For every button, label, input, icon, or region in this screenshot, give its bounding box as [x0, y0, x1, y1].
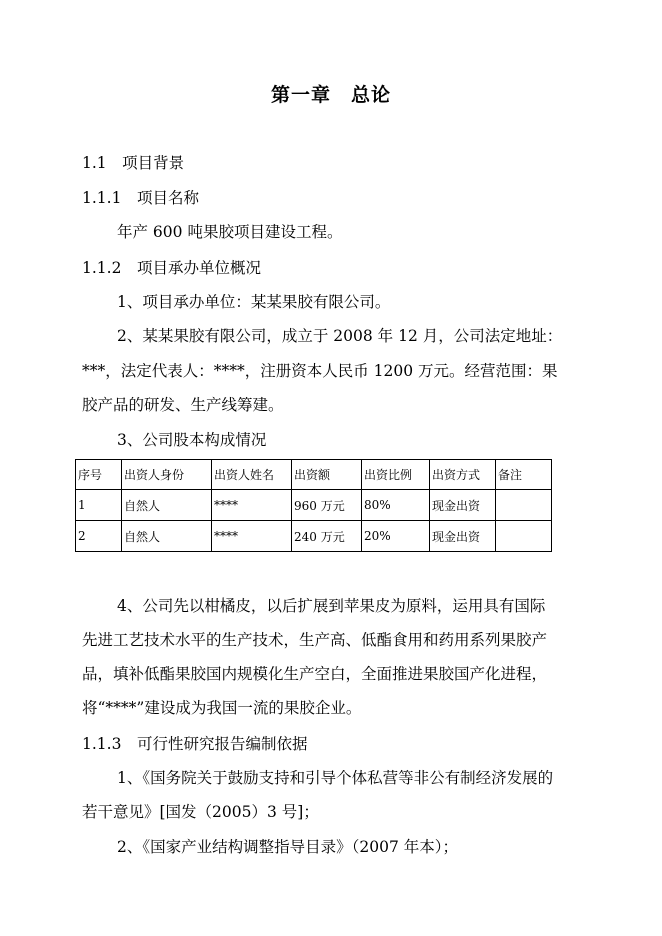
table-cell: 1	[76, 490, 122, 521]
table-row	[76, 490, 552, 521]
table-cell: 80%	[362, 490, 430, 521]
header-cell: 出资人姓名	[212, 460, 292, 490]
header-cell: 出资比例	[362, 460, 430, 490]
section-heading-1-1: 1.1 项目背景	[82, 154, 185, 172]
table-cell: 240 万元	[292, 521, 362, 552]
item-2-line-1: 2、某某果胶有限公司，成立于 2008 年 12 月，公司法定地址：	[117, 327, 563, 345]
header-cell: 出资人身份	[122, 460, 212, 490]
chapter-title: 第一章 总论	[270, 84, 391, 106]
basis-2-text: 2、《国家产业结构调整指导目录》（2007 年本）；	[117, 838, 458, 856]
item-4-line-1: 4、公司先以柑橘皮，以后扩展到苹果皮为原料，运用具有国际	[117, 597, 546, 615]
table-cell: 自然人	[122, 521, 212, 552]
item-4-line-3: 品，填补低酯果胶国内规模化生产空白，全面推进果胶国产化进程，	[82, 665, 548, 683]
table-header-row	[76, 460, 552, 490]
item-1-text: 1、项目承办单位：某某果胶有限公司。	[117, 293, 391, 311]
header-cell: 备注	[496, 460, 552, 490]
table-cell: ****	[212, 490, 292, 521]
table-cell: 2	[76, 521, 122, 552]
table-cell: 现金出资	[430, 490, 496, 521]
table-cell: 960 万元	[292, 490, 362, 521]
header-cell: 出资额	[292, 460, 362, 490]
table-cell: 20%	[362, 521, 430, 552]
table-cell	[496, 490, 552, 521]
table-cell: 自然人	[122, 490, 212, 521]
item-4-line-2: 先进工艺技术水平的生产技术，生产高、低酯食用和药用系列果胶产	[82, 631, 548, 649]
item-3-text: 3、公司股本构成情况	[117, 431, 267, 449]
section-heading-1-1-2: 1.1.2 项目承办单位概况	[82, 259, 261, 277]
share-structure-table	[75, 459, 552, 552]
section-heading-1-1-3: 1.1.3 可行性研究报告编制依据	[82, 735, 308, 753]
item-4-line-4: 将“****”建设成为我国一流的果胶企业。	[82, 699, 362, 717]
item-2-line-3: 胶产品的研发、生产线筹建。	[82, 396, 284, 414]
header-cell: 序号	[76, 460, 122, 490]
table-cell: ****	[212, 521, 292, 552]
header-cell: 出资方式	[430, 460, 496, 490]
table-cell: 现金出资	[430, 521, 496, 552]
project-name-text: 年产 600 吨果胶项目建设工程。	[117, 223, 343, 241]
table-cell	[496, 521, 552, 552]
table-row	[76, 521, 552, 552]
basis-1-line-1: 1、《国务院关于鼓励支持和引导个体私营等非公有制经济发展的	[117, 769, 554, 787]
section-heading-1-1-1: 1.1.1 项目名称	[82, 189, 199, 207]
basis-1-line-2: 若干意见》[国发（2005）3 号]；	[82, 803, 319, 821]
item-2-line-2: ***，法定代表人：****，注册资本人民币 1200 万元。经营范围：果	[82, 362, 558, 380]
